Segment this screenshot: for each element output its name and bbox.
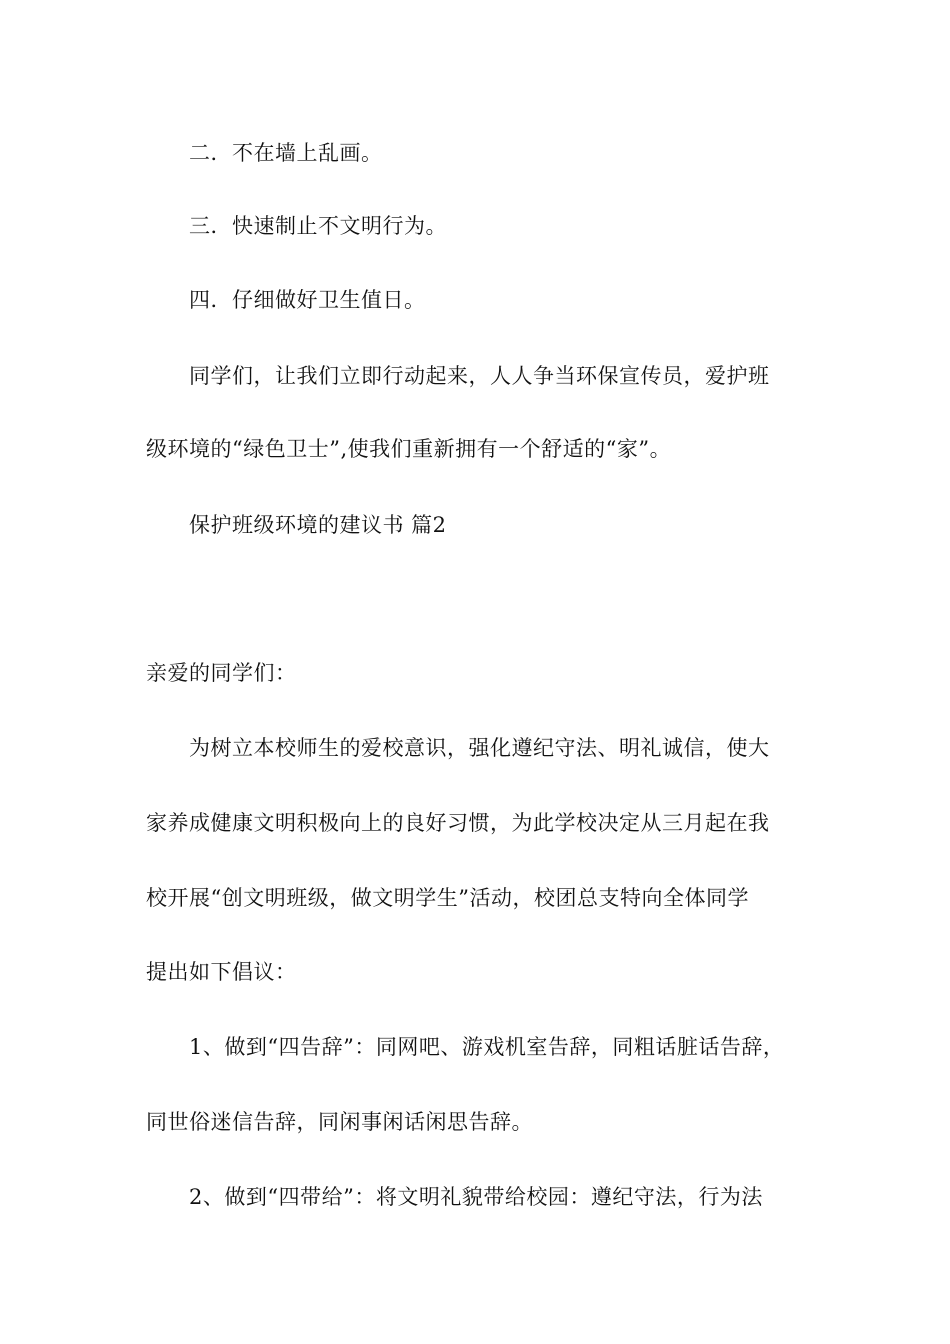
paragraph-line: 家养成健康文明积极向上的良好习惯，为此学校决定从三月起在我 bbox=[146, 811, 770, 835]
paragraph-line: 校开展“创文明班级，做文明学生”活动，校团总支特向全体同学 bbox=[146, 886, 749, 910]
proposal-item-2: 2、做到“四带给”：将文明礼貌带给校园：遵纪守法，行为法 bbox=[189, 1185, 763, 1209]
paragraph-line: 级环境的“绿色卫士”,使我们重新拥有一个舒适的“家”。 bbox=[146, 437, 672, 461]
section-heading: 保护班级环境的建议书 篇2 bbox=[189, 513, 447, 537]
paragraph-line: 同世俗迷信告辞，同闲事闲话闲思告辞。 bbox=[146, 1110, 533, 1134]
list-item-2: 二．不在墙上乱画。 bbox=[189, 141, 383, 165]
paragraph-line: 提出如下倡议： bbox=[146, 960, 297, 984]
list-item-4: 四．仔细做好卫生值日。 bbox=[189, 288, 426, 312]
list-item-3: 三．快速制止不文明行为。 bbox=[189, 214, 447, 238]
proposal-item-1: 1、做到“四告辞”：同网吧、游戏机室告辞，同粗话脏话告辞， bbox=[189, 1035, 785, 1059]
paragraph-line: 为树立本校师生的爱校意识，强化遵纪守法、明礼诚信，使大 bbox=[189, 736, 770, 760]
paragraph-line: 同学们，让我们立即行动起来，人人争当环保宣传员，爱护班 bbox=[189, 364, 770, 388]
salutation: 亲爱的同学们： bbox=[146, 661, 297, 685]
